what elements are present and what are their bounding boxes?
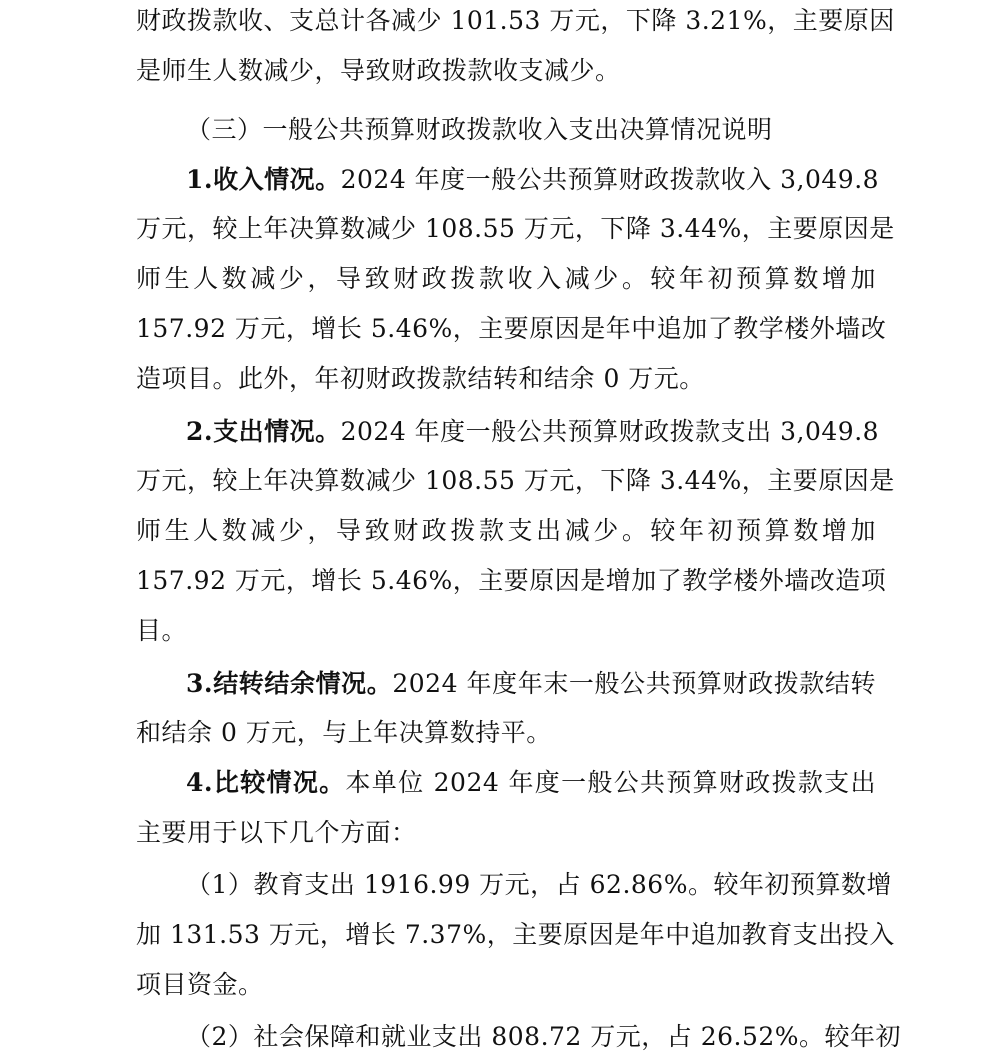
paragraph-line: [186, 415, 880, 449]
paragraph-line: 主要用于以下几个方面：: [136, 818, 417, 847]
paragraph-line: 财政拨款收、支总计各减少 101.53 万元，下降 3.21%，主要原因: [136, 6, 895, 35]
paragraph-line: 157.92 万元，增长 5.46%，主要原因是年中追加了教学楼外墙改: [136, 314, 887, 343]
paragraph-line: 师生人数减少，导致财政拨款支出减少。较年初预算数增加: [136, 516, 876, 545]
paragraph-line: 万元，较上年决算数减少 108.55 万元，下降 3.44%，主要原因是: [136, 466, 895, 495]
section-heading: （三）一般公共预算财政拨款收入支出决算情况说明: [186, 115, 773, 144]
subheading-expenditure: 2.支出情况。: [186, 417, 341, 446]
paragraph-line: 师生人数减少，导致财政拨款收入减少。较年初预算数增加: [136, 264, 876, 293]
paragraph-text: 2024 年度年末一般公共预算财政拨款结转: [392, 669, 876, 698]
paragraph-line: 和结余 0 万元，与上年决算数持平。: [136, 718, 552, 747]
paragraph-line: 目。: [136, 616, 188, 645]
paragraph-line: 加 131.53 万元，增长 7.37%，主要原因是年中追加教育支出投入: [136, 920, 895, 949]
paragraph-line: [186, 163, 880, 197]
subheading-comparison: 4.比较情况。: [186, 768, 346, 797]
paragraph-line: 项目资金。: [136, 970, 264, 999]
paragraph-text: 本单位 2024 年度一般公共预算财政拨款支出: [345, 768, 876, 797]
paragraph-line: 是师生人数减少，导致财政拨款收支减少。: [136, 56, 621, 85]
paragraph-line: （2）社会保障和就业支出 808.72 万元，占 26.52%。较年初: [186, 1022, 902, 1051]
paragraph-line: 造项目。此外，年初财政拨款结转和结余 0 万元。: [136, 364, 705, 393]
subheading-income: 1.收入情况。: [186, 165, 341, 194]
paragraph-line: （1）教育支出 1916.99 万元，占 62.86%。较年初预算数增: [186, 870, 892, 899]
paragraph-text: 2024 年度一般公共预算财政拨款收入 3,049.8: [340, 165, 880, 194]
paragraph-line: [186, 766, 876, 800]
paragraph-text: 2024 年度一般公共预算财政拨款支出 3,049.8: [340, 417, 880, 446]
paragraph-line: 157.92 万元，增长 5.46%，主要原因是增加了教学楼外墙改造项: [136, 566, 887, 595]
subheading-carryover: 3.结转结余情况。: [186, 669, 393, 698]
paragraph-line: 万元，较上年决算数减少 108.55 万元，下降 3.44%，主要原因是: [136, 214, 895, 243]
paragraph-line: [186, 667, 876, 701]
